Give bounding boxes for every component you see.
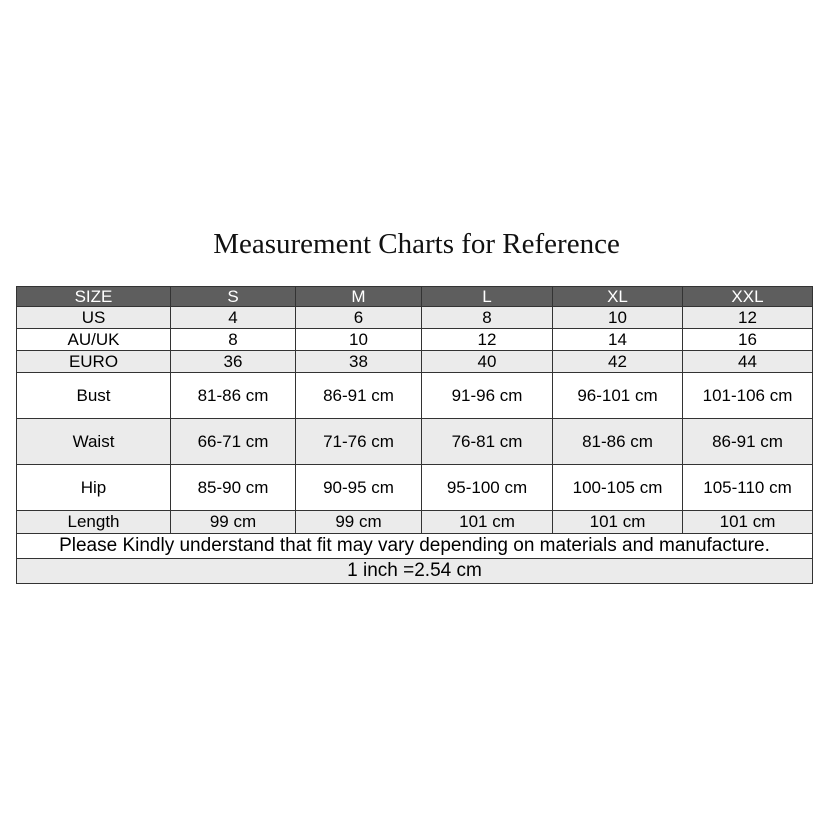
- table-cell: 100-105 cm: [553, 465, 683, 511]
- header-cell-xl: XL: [553, 287, 683, 307]
- table-row-us: [17, 307, 813, 329]
- table-cell: 40: [422, 351, 553, 373]
- fit-note: Please Kindly understand that fit may vary depending on materials and manufacture.: [17, 534, 813, 559]
- table-row-bust: [17, 373, 813, 419]
- table-row-waist: [17, 419, 813, 465]
- table-cell: 95-100 cm: [422, 465, 553, 511]
- table-cell: 66-71 cm: [171, 419, 296, 465]
- table-cell: 76-81 cm: [422, 419, 553, 465]
- table-cell: 101 cm: [422, 511, 553, 534]
- table-cell: 99 cm: [171, 511, 296, 534]
- row-label: Waist: [17, 419, 171, 465]
- header-cell-l: L: [422, 287, 553, 307]
- table-cell: 10: [296, 329, 422, 351]
- table-row-hip: [17, 465, 813, 511]
- row-label: Bust: [17, 373, 171, 419]
- table-cell: 86-91 cm: [683, 419, 813, 465]
- table-cell: 71-76 cm: [296, 419, 422, 465]
- fit-note-row: [17, 534, 813, 559]
- header-cell-s: S: [171, 287, 296, 307]
- conversion-note: 1 inch =2.54 cm: [17, 559, 813, 584]
- chart-title: Measurement Charts for Reference: [213, 228, 620, 260]
- table-cell: 38: [296, 351, 422, 373]
- table-cell: 91-96 cm: [422, 373, 553, 419]
- table-cell: 96-101 cm: [553, 373, 683, 419]
- row-label: Length: [17, 511, 171, 534]
- table-cell: 36: [171, 351, 296, 373]
- table-cell: 86-91 cm: [296, 373, 422, 419]
- table-cell: 10: [553, 307, 683, 329]
- table-row-au-uk: [17, 329, 813, 351]
- table-cell: 99 cm: [296, 511, 422, 534]
- table-row-length: [17, 511, 813, 534]
- table-cell: 42: [553, 351, 683, 373]
- table-cell: 12: [683, 307, 813, 329]
- table-cell: 105-110 cm: [683, 465, 813, 511]
- row-label: AU/UK: [17, 329, 171, 351]
- table-cell: 8: [422, 307, 553, 329]
- table-row-euro: [17, 351, 813, 373]
- table-cell: 14: [553, 329, 683, 351]
- size-chart-table: [16, 286, 813, 584]
- table-cell: 101-106 cm: [683, 373, 813, 419]
- row-label: EURO: [17, 351, 171, 373]
- table-cell: 90-95 cm: [296, 465, 422, 511]
- table-cell: 85-90 cm: [171, 465, 296, 511]
- table-cell: 6: [296, 307, 422, 329]
- table-cell: 81-86 cm: [171, 373, 296, 419]
- conversion-row: [17, 559, 813, 584]
- table-cell: 44: [683, 351, 813, 373]
- table-cell: 81-86 cm: [553, 419, 683, 465]
- table-cell: 12: [422, 329, 553, 351]
- header-row: [17, 287, 813, 307]
- header-cell-size: SIZE: [17, 287, 171, 307]
- table-cell: 4: [171, 307, 296, 329]
- header-cell-xxl: XXL: [683, 287, 813, 307]
- table-cell: 8: [171, 329, 296, 351]
- row-label: US: [17, 307, 171, 329]
- table-cell: 16: [683, 329, 813, 351]
- row-label: Hip: [17, 465, 171, 511]
- table-cell: 101 cm: [553, 511, 683, 534]
- table-cell: 101 cm: [683, 511, 813, 534]
- header-cell-m: M: [296, 287, 422, 307]
